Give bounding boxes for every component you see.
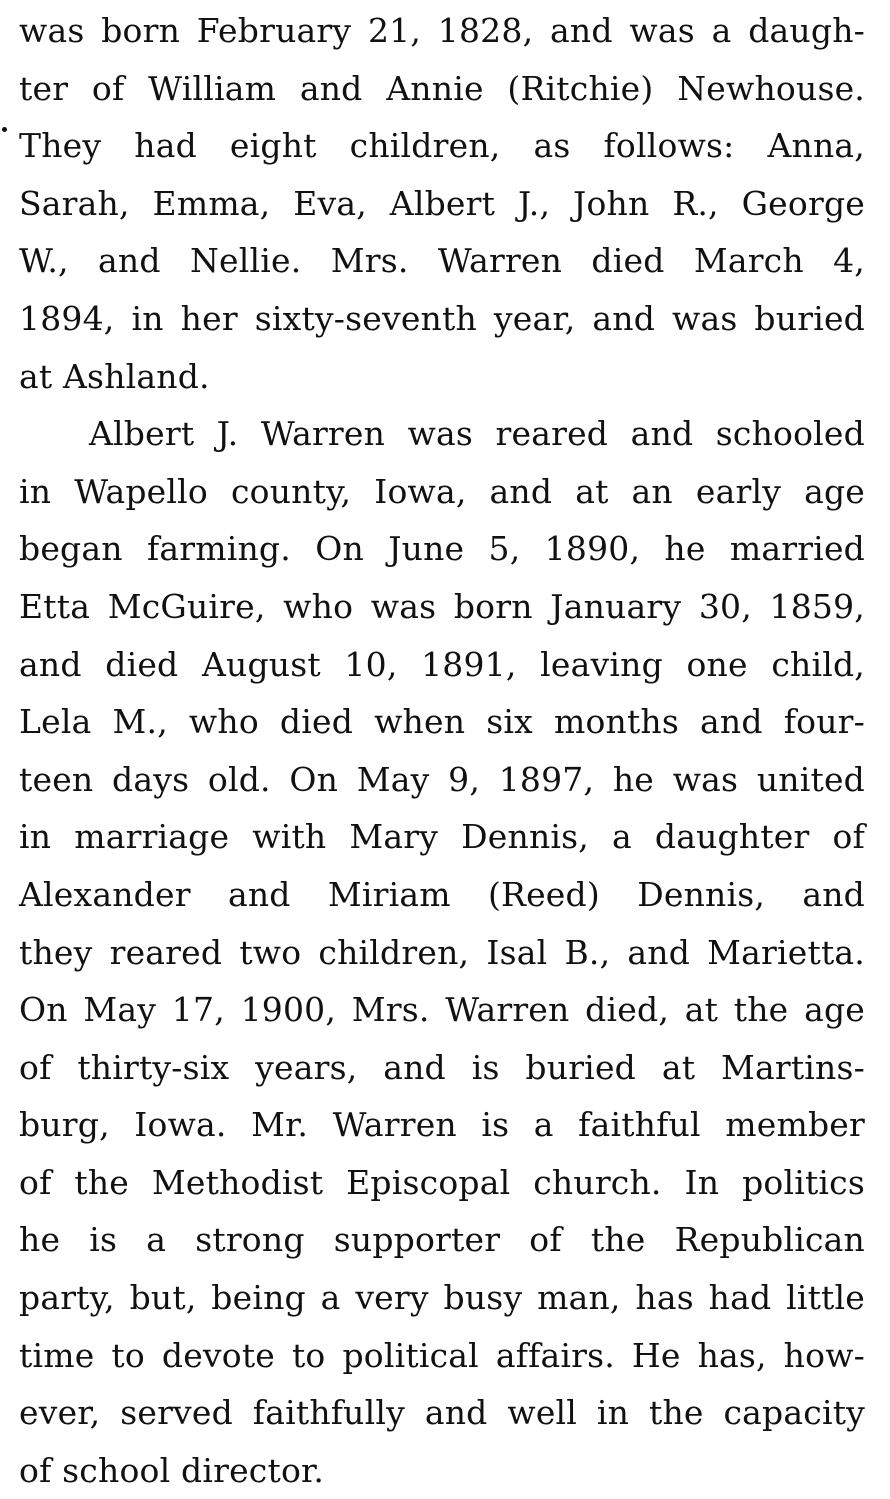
text-line: in marriage with Mary Dennis, a daughter of — [19, 817, 865, 857]
text-line: in Wapello county, Iowa, and at an early age — [19, 471, 865, 511]
text-line: W., and Nellie. Mrs. Warren died March 4, — [19, 241, 865, 281]
text-line: burg, Iowa. Mr. Warren is a faithful member — [19, 1105, 865, 1145]
text-line: time to devote to political affairs. He has, how- — [19, 1335, 865, 1375]
paragraph-2 — [19, 405, 865, 1499]
text-line: he is a strong supporter of the Republican — [19, 1220, 865, 1260]
text-body — [19, 2, 865, 1499]
text-line: Alexander and Miriam (Reed) Dennis, and — [19, 874, 865, 914]
text-line: of the Methodist Episcopal church. In politics — [19, 1162, 865, 1202]
text-line: 1894, in her sixty-seventh year, and was buried — [19, 298, 865, 338]
text-line: at Ashland. — [19, 356, 210, 396]
text-line: ever, served faithfully and well in the capacity — [19, 1393, 865, 1433]
text-line: was born February 21, 1828, and was a daugh- — [19, 11, 865, 50]
text-line: and died August 10, 1891, leaving one child, — [19, 644, 865, 684]
text-line: of school director. — [19, 1450, 325, 1490]
text-line: began farming. On June 5, 1890, he married — [19, 529, 865, 569]
margin-mark — [2, 127, 7, 132]
text-line: Albert J. Warren was reared and schooled — [89, 414, 865, 454]
text-line: teen days old. On May 9, 1897, he was united — [19, 759, 865, 799]
paragraph-1 — [19, 2, 865, 405]
text-line: On May 17, 1900, Mrs. Warren died, at the age — [19, 990, 865, 1030]
text-line: they reared two children, Isal B., and Marietta. — [19, 932, 865, 972]
text-line: Lela M., who died when six months and four- — [19, 702, 865, 742]
text-line: ter of William and Annie (Ritchie) Newhouse. — [19, 68, 865, 108]
text-line: of thirty-six years, and is buried at Martins- — [19, 1047, 865, 1087]
text-line: They had eight children, as follows: Anna, — [19, 126, 865, 166]
text-line: party, but, being a very busy man, has had little — [19, 1278, 865, 1318]
text-line: Sarah, Emma, Eva, Albert J., John R., George — [19, 183, 865, 223]
text-line: Etta McGuire, who was born January 30, 1859, — [19, 586, 865, 626]
